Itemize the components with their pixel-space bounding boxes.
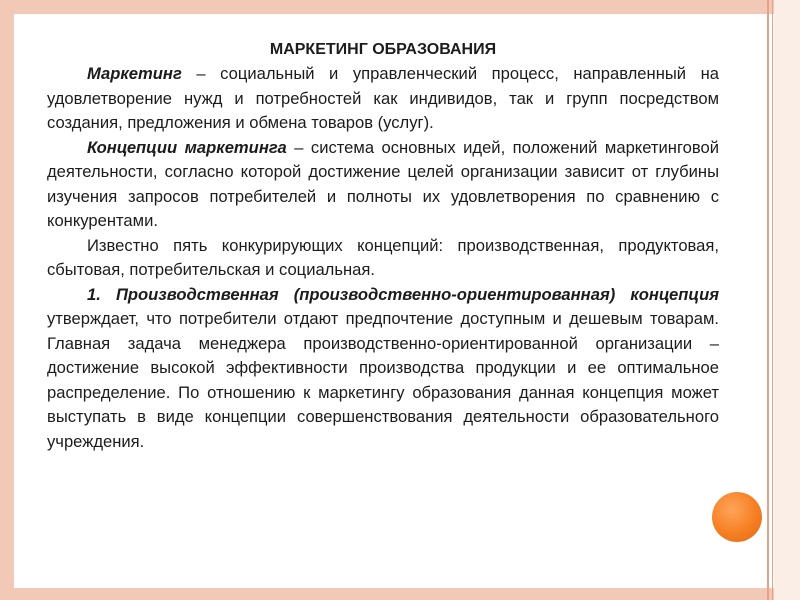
slide-border-bottom (0, 588, 800, 600)
paragraph-five-concepts: Известно пять конкурирующих концепций: производственная, продуктовая, сбытовая, потребительская и социальная. (47, 235, 719, 279)
term-production-concept: 1. Производственная (производственно-ориентированная) концепция (87, 284, 719, 304)
paragraph-marketing-definition (47, 62, 719, 136)
slide-content (47, 38, 719, 454)
decorative-vertical-rule (767, 0, 769, 600)
term-marketing-concepts: Концепции маркетинга (87, 137, 287, 157)
slide-border-right (774, 0, 800, 600)
paragraph-marketing-concepts (47, 136, 719, 234)
paragraph-text: – социальный и управленческий процесс, направленный на удовлетворение нужд и потребностей как индивидов, так и групп посредством создания, предложения и обмена товаров (услуг). (47, 64, 719, 132)
slide-title: МАРКЕТИНГ ОБРАЗОВАНИЯ (269, 41, 497, 58)
slide-border-left (0, 0, 14, 600)
paragraph-production-concept (47, 283, 719, 455)
term-marketing: Маркетинг (87, 64, 182, 83)
decorative-vertical-rule-thin (772, 0, 773, 600)
paragraph-text: утверждает, что потребители отдают предпочтение доступным и дешевым товарам. Главная задача менеджера производственно-ориентированной организации – достижение высокой эффективности производства продукции и ее оптимальное распределение. По отношению к маркетингу образования данная концепция может выступать в виде концепции совершенствования деятельности образовательного учреждения. (47, 309, 719, 451)
slide-border-top (0, 0, 800, 14)
orange-circle-decoration (712, 492, 762, 542)
paragraph-text: – система основных идей, положений маркетинговой деятельности, согласно которой достижение целей организации зависит от глубины изучения запросов потребителей и полноты их удовлетворения по сравнению с конкурентами. (47, 137, 719, 230)
